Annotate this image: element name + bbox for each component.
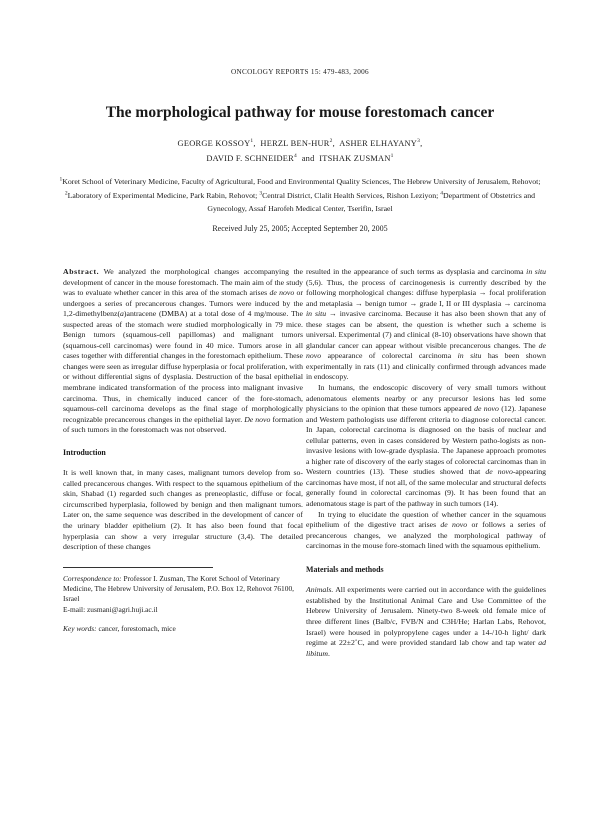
author-list: [60, 137, 540, 166]
keywords: Key words: cancer, forestomach, mice: [63, 623, 176, 633]
body-paragraph-3: In trying to elucidate the question of whether cancer in the squamous epithelium of the digestive tract arises de novo or follows a series of precancerous changes, we analyzed the morphological pathway of carcinomas in the mouse fore-stomach lined with the squamous epithelium.: [306, 509, 547, 551]
abstract: Abstract. We analyzed the morphological changes accompanying the development of cancer in the mouse forestomach. The main aim of the study was to evaluate whether cancer in this area of the stomach arises de novo or undergoes a series of precancerous changes. Tumors were induced by the 1,2-dimethylbenz(a)antracene (DMBA) at a total dose of 4 mg/mouse. The suspected areas of the stomach were studied morphologically in 79 mice. Benign tumors (squamous-cell papillomas) and malignant tumors (squamous-cell carcinomas) were found in 40 mice. Tumors arose in all cases together with differential changes in the forestomach epithelium. These changes were seen as irregular diffuse hyperplasia or focal proliferation, with or without differential signs of dysplasia. Destruction of the basal epithelial membrane indicated transformation of the process into malignant invasive carcinoma. Thus, in chemically induced cancer of the fore-stomach, squamous-cell carcinoma develops as the final stage of morphologically recognizable precancerous changes in the epithelial layer. De novo formation of such tumors in the forestomach was not observed.: [63, 267, 303, 435]
affiliation-3: Central District, Clalit Health Services, Rishon Leziyon;: [262, 190, 439, 200]
introduction-paragraph: It is well known that, in many cases, malignant tumors develop from so-called precancerous changes. With respect to the squamous epithelium of the skin, Shabad (1) regarded such changes as preneoplastic, diffuse or focal, circumscribed hyperplasia, followed by benign and then malignant tumors. Later on, the same sequence was described in the development of cancer of the urinary bladder epithelium (2). It has also been found that focal hyperplasia can show a very irregular structure (3,4). The detailed description of these changes: [63, 468, 303, 552]
author-name: ASHER ELHAYANY: [339, 139, 418, 148]
correspondence-email: E-mail: zusmani@agri.huji.ac.il: [63, 604, 158, 614]
affil-sup: 2: [64, 190, 68, 197]
running-head: ONCOLOGY REPORTS 15: 479-483, 2006: [231, 68, 369, 76]
correspondence-note: Correspondence to: Professor I. Zusman, The Koret School of Veterinary Medicine, The Hebrew University of Jerusalem, P.O. Box 12, Rehovot 76100, Israel: [63, 573, 294, 604]
methods-heading: Materials and methods: [306, 564, 384, 574]
affiliation-1: Koret School of Veterinary Medicine, Faculty of Agricultural, Food and Environmental Quality Sciences, The Hebrew University of Jerusalem, Rehovot;: [62, 177, 541, 186]
abstract-label: Abstract.: [63, 267, 100, 276]
author-name: HERZL BEN-HUR: [260, 139, 330, 148]
affil-sup: 1: [59, 176, 63, 183]
affiliation-2: Laboratory of Experimental Medicine, Park Rabin, Rehovot;: [67, 190, 258, 200]
left-column: [63, 267, 303, 634]
author-name: GEORGE KOSSOY: [177, 139, 251, 148]
author-sup: 3: [417, 138, 421, 145]
author-line-1: GEORGE KOSSOY$^1$, HERZL BEN-HUR$^2$, ASHER ELHAYANY$^3$,: [177, 138, 423, 148]
introduction-heading: Introduction: [63, 447, 106, 457]
right-column: [306, 267, 546, 659]
author-line-2: [60, 152, 540, 167]
affiliations: [55, 175, 545, 216]
author-conjunction: and: [301, 153, 315, 163]
author-name: DAVID F. SCHNEIDER: [206, 153, 295, 163]
body-paragraph-2: In humans, the endoscopic discovery of very small tumors without adenomatous elements nearby or any precursor lesions has led some physicians to the opinion that these tumors appeared de novo (12). Japanese and Western pathologists use different criteria to diagnose colorectal cancer. In Japan, colorectal carcinoma is diagnosed on the basis of nuclear and cellular patterns, even in cases considered by Western patho-logists as non-invasive lesions with low-grade dysplasia. The Japanese approach promotes a higher rate of discovery of the early stages of colorectal carcinomas than in Western countries (13). These studies showed that de novo-appearing carcinomas have most, if not all, of the same molecular and structural defects generally found in colorectal carcinomas (9). It has been found that an adenomatous stage is part of the pathway in such tumors (14).: [306, 383, 547, 509]
correspondence-label: Correspondence to:: [63, 573, 122, 583]
body-paragraph-1: resulted in the appearance of such terms as dysplasia and carcinoma in situ (5,6). Thus, the process of carcinogenesis is currently described by the following morphological changes: diffuse hyperplasia → focal proliferation and metaplasia → benign tumor → grade I, II or III dysplasia → carcinoma in situ → invasive carcinoma. Because it has also been shown that any of these stages can be absent, the question is whether such a scheme is universal. Experimental (7) and clinical (8-10) observations have shown that glandular cancer can appear without visible precancerous changes. The de novo appearance of colorectal carcinoma in situ has been shown experimentally in rats (11) and clinically confirmed through advances made in endoscopy.: [306, 267, 547, 382]
column-spacer: [63, 553, 303, 567]
body-paragraph-animals: Animals. All experiments were carried out in accordance with the guidelines established by the Institutional Animal Care and Use Committee of the Hebrew University of Jerusalem. Ninety-two 8-week old female mice of three different lines (Balb/c, FVB/N and C3H/He; Harlan Labs, Rehovot, Israel) were housed in polypropylene cages under a 14-/10-h light/ dark regime at 22±2˚C, and were provided standard lab chow and tap water ad libitum.: [306, 585, 546, 658]
paper-title: The morphological pathway for mouse forestomach cancer: [105, 104, 495, 121]
keywords-label: Key words:: [63, 623, 97, 633]
affiliation-4: Department of Obstetrics and Gynecology, Assaf Harofeh Medical Center, Tserifin, Israel: [207, 190, 536, 214]
received-dates: Received July 25, 2005; Accepted September 20, 2005: [212, 224, 388, 233]
author-name: ITSHAK ZUSMAN: [319, 153, 391, 163]
author-sup: 4: [294, 152, 298, 159]
affil-sup: 3: [259, 190, 263, 197]
author-sup: 2: [329, 138, 333, 145]
author-sup: 1: [250, 138, 254, 145]
author-sup: 1: [390, 152, 394, 159]
affil-sup: 4: [440, 190, 444, 197]
